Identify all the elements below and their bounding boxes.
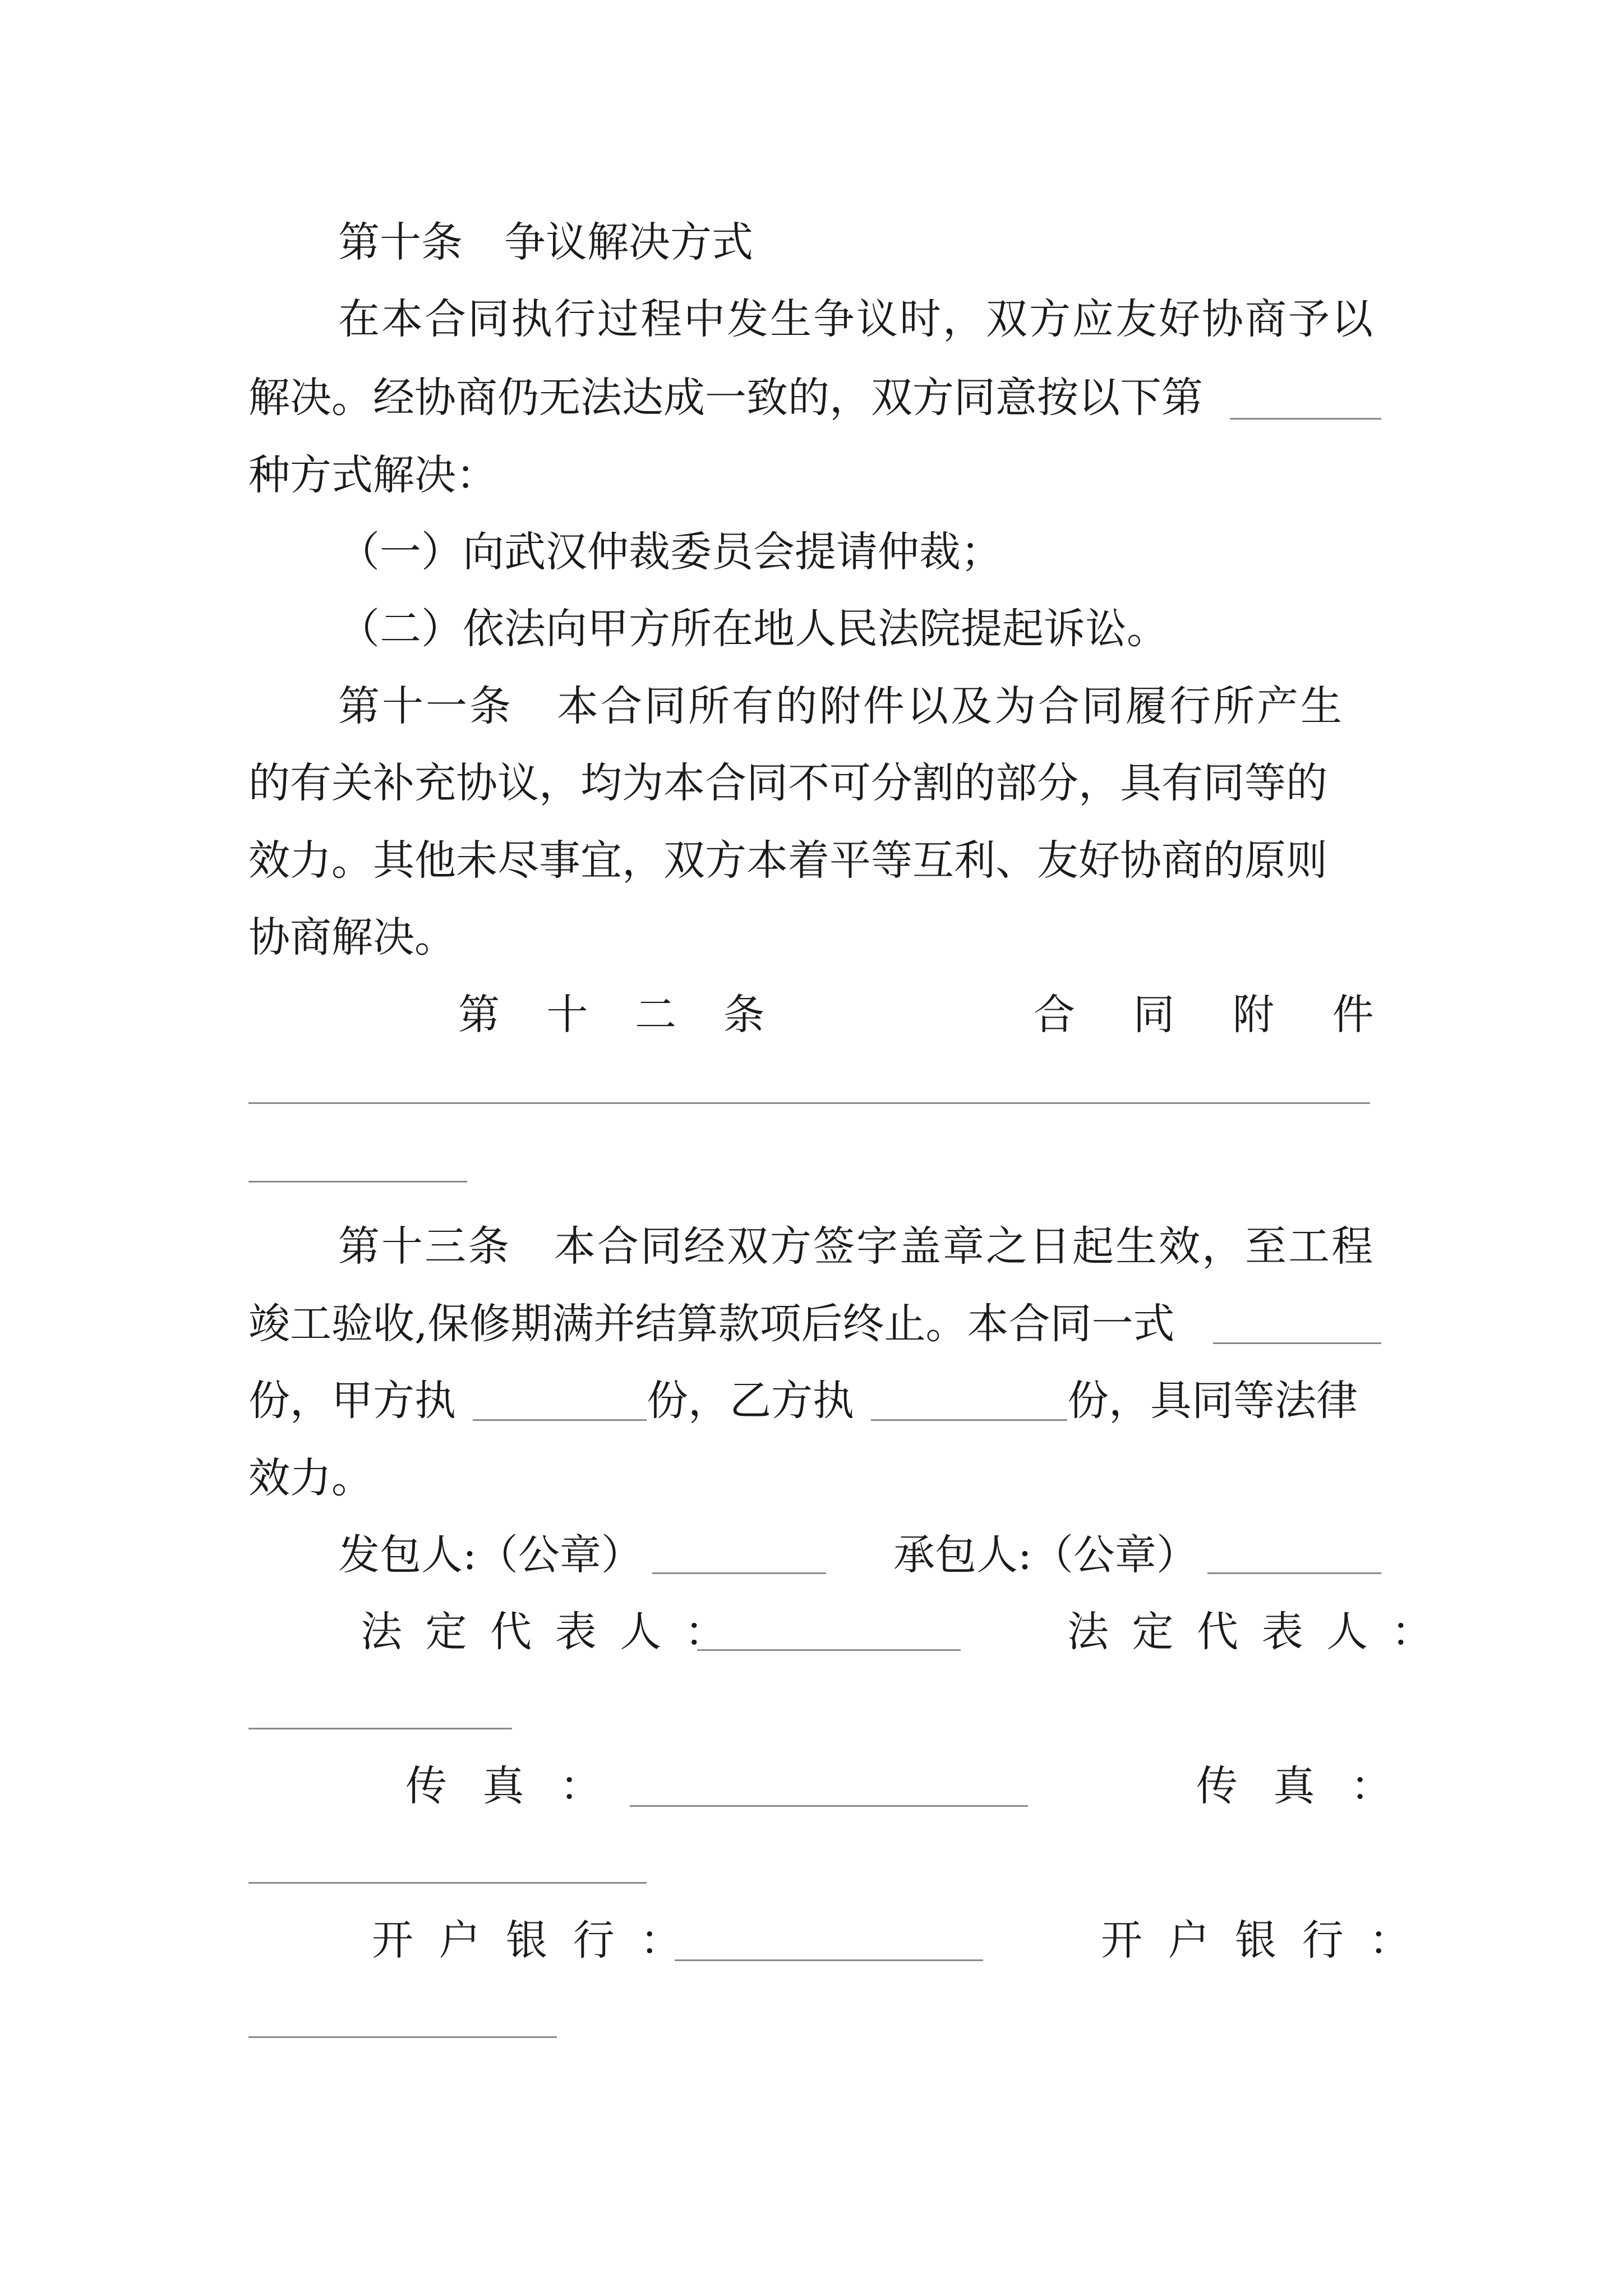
article-10-item-1: （一）向武汉仲裁委员会提请仲裁； bbox=[338, 528, 1002, 576]
party-a-seal-blank[interactable] bbox=[652, 1572, 826, 1574]
copies-total-blank[interactable] bbox=[1213, 1342, 1381, 1344]
article-13-line-2: 竣工验收,保修期满并结算款项后终止。本合同一式 bbox=[248, 1300, 1175, 1348]
party-b-fax-blank[interactable] bbox=[248, 1882, 647, 1884]
article-12-label: 第 十 二 条 bbox=[458, 991, 765, 1039]
party-b-legal-rep-label: 法 定 代 表 人 ： bbox=[1067, 1608, 1433, 1656]
party-a-copies-blank[interactable] bbox=[473, 1419, 647, 1421]
party-b-seal-blank[interactable] bbox=[1207, 1572, 1381, 1574]
article-10-heading: 第十条 争议解决方式 bbox=[338, 218, 753, 266]
attachment-blank-line-2[interactable] bbox=[248, 1181, 467, 1182]
party-a-bank-blank[interactable] bbox=[675, 1959, 983, 1961]
article-11-line-3: 效力。其他未尽事宜，双方本着平等互利、友好协商的原则 bbox=[248, 836, 1327, 885]
article-13-line-3-part-c: 份，具同等法律 bbox=[1067, 1377, 1358, 1425]
article-13-line-1: 第十三条 本合同经双方签字盖章之日起生效，至工程 bbox=[338, 1222, 1375, 1271]
party-a-fax-blank[interactable] bbox=[630, 1805, 1028, 1807]
party-a-legal-rep-blank[interactable] bbox=[697, 1649, 961, 1651]
party-a-legal-rep-label: 法 定 代 表 人 ： bbox=[361, 1608, 726, 1656]
article-10-paragraph-line-3: 种方式解决： bbox=[248, 451, 497, 499]
party-b-seal-label: 承包人:（公章） bbox=[893, 1531, 1198, 1579]
article-11-line-1: 第十一条 本合同所有的附件以及为合同履行所产生 bbox=[338, 682, 1344, 730]
party-b-fax-label: 传 真 ： bbox=[1196, 1762, 1393, 1810]
attachment-blank-line-1[interactable] bbox=[248, 1102, 1370, 1104]
party-b-copies-blank[interactable] bbox=[871, 1419, 1067, 1421]
article-13-line-3-part-b: 份，乙方执 bbox=[647, 1377, 854, 1425]
article-13-line-4: 效力。 bbox=[248, 1454, 373, 1502]
article-10-paragraph-line-1: 在本合同执行过程中发生争议时，双方应友好协商予以 bbox=[338, 295, 1375, 343]
article-12-title: 合 同 附 件 bbox=[1034, 991, 1374, 1039]
party-a-bank-label: 开 户 银 行 ： bbox=[372, 1916, 682, 1964]
party-b-bank-label: 开 户 银 行 ： bbox=[1101, 1916, 1411, 1964]
article-13-line-3-part-a: 份，甲方执 bbox=[248, 1377, 456, 1425]
party-b-bank-blank[interactable] bbox=[248, 2036, 557, 2038]
dispute-method-blank[interactable] bbox=[1230, 418, 1381, 420]
article-11-line-2: 的有关补充协议，均为本合同不可分割的部分，具有同等的 bbox=[248, 759, 1327, 807]
party-b-legal-rep-blank[interactable] bbox=[248, 1728, 512, 1729]
party-a-seal-label: 发包人:（公章） bbox=[338, 1531, 643, 1579]
article-11-line-4: 协商解决。 bbox=[248, 913, 456, 961]
party-a-fax-label: 传 真 ： bbox=[405, 1762, 602, 1810]
article-10-paragraph-line-2: 解决。经协商仍无法达成一致的，双方同意按以下第 bbox=[248, 374, 1203, 422]
article-10-item-2: （二）依法向甲方所在地人民法院提起诉讼。 bbox=[338, 605, 1168, 653]
